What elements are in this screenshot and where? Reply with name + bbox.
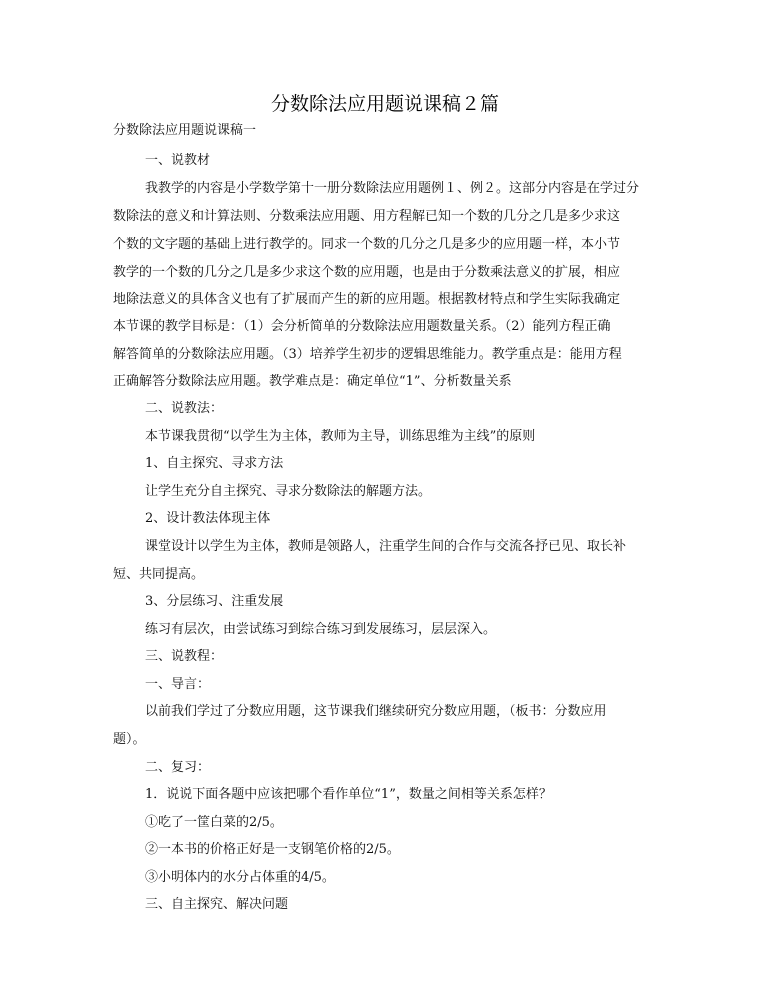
- paragraph-line: 短、共同提高。: [113, 567, 205, 582]
- paragraph-line: 个数的文字题的基础上进行教学的。同求一个数的几分之几是多少的应用题一样，本小节: [113, 237, 621, 252]
- paragraph-line: 本节课我贯彻“以学生为主体，教师为主导，训练思维为主线”的原则: [145, 429, 536, 444]
- method-heading: 3、分层练习、注重发展: [145, 594, 284, 609]
- method-heading: 1、自主探究、寻求方法: [145, 456, 284, 471]
- list-item: ②一本书的价格正好是一支钢笔价格的2/5。: [145, 842, 400, 857]
- paragraph-line: 解答简单的分数除法应用题。（3）培养学生初步的逻辑思维能力。教学重点是：能用方程: [113, 347, 622, 362]
- method-heading: 2、设计教法体现主体: [145, 511, 271, 526]
- list-item: ③小明体内的水分占体重的4/5。: [145, 870, 335, 885]
- paragraph-line: 正确解答分数除法应用题。教学难点是：确定单位“1”、分析数量关系: [113, 374, 512, 389]
- paragraph-line: 本节课的教学目标是：（1）会分析简单的分数除法应用题数量关系。（2）能列方程正确: [113, 319, 611, 334]
- heading-shuojiaocheng: 三、说教程：: [145, 649, 224, 664]
- paragraph-line: 我教学的内容是小学数学第十一册分数除法应用题例１、例２。这部分内容是在学过分: [145, 181, 640, 196]
- paragraph-line: 练习有层次，由尝试练习到综合练习到发展练习，层层深入。: [145, 622, 497, 637]
- paragraph-line: 让学生充分自主探究、寻求分数除法的解题方法。: [145, 484, 432, 499]
- heading-shuojiaocai: 一、说教材: [145, 153, 211, 168]
- heading-fuxi: 二、复习：: [145, 760, 211, 775]
- document-title: 分数除法应用题说课稿２篇: [270, 93, 499, 115]
- heading-daoyan: 一、导言：: [145, 677, 211, 692]
- heading-shuojiaofa: 二、说教法：: [145, 401, 224, 416]
- heading-tanjiu: 三、自主探究、解决问题: [145, 897, 289, 912]
- paragraph-line: 教学的一个数的几分之几是多少求这个数的应用题，也是由于分数乘法意义的扩展，相应: [113, 265, 621, 280]
- paragraph-line: 课堂设计以学生为主体，教师是领路人，注重学生间的合作与交流各抒已见、取长补: [145, 539, 627, 554]
- paragraph-line: 以前我们学过了分数应用题，这节课我们继续研究分数应用题，（板书：分数应用: [145, 704, 607, 719]
- paragraph-line: 数除法的意义和计算法则、分数乘法应用题、用方程解已知一个数的几分之几是多少求这: [113, 209, 621, 224]
- question-line: 1．说说下面各题中应该把哪个看作单位“1”，数量之间相等关系怎样？: [145, 787, 552, 802]
- subtitle: 分数除法应用题说课稿一: [113, 123, 257, 138]
- paragraph-line: 题）。: [113, 732, 146, 747]
- paragraph-line: 地除法意义的具体含义也有了扩展而产生的新的应用题。根据教材特点和学生实际我确定: [113, 292, 621, 307]
- list-item: ①吃了一筐白菜的2/5。: [145, 815, 283, 830]
